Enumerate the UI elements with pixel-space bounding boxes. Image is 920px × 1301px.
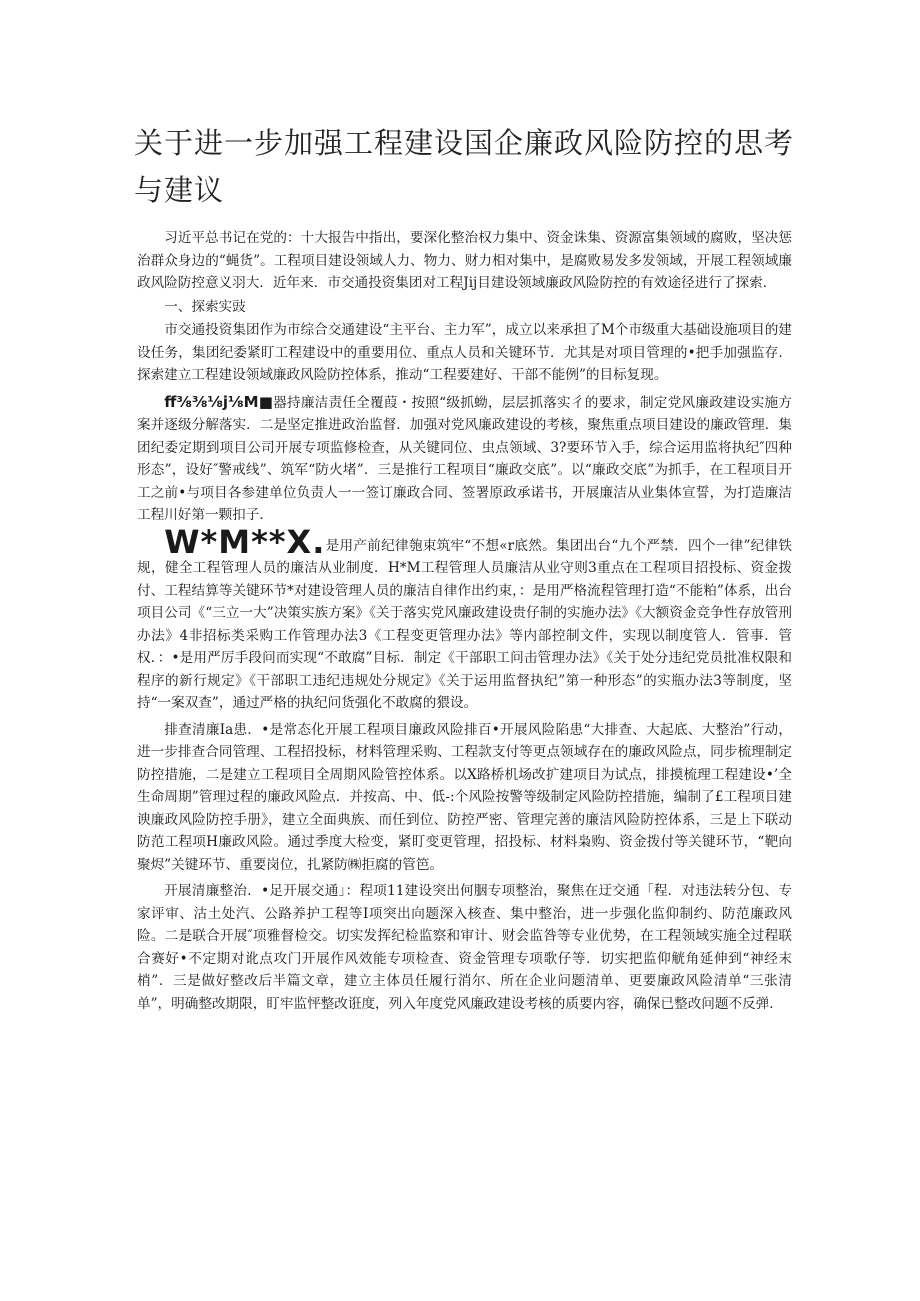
paragraph-discipline [137,522,792,715]
paragraph-text: 是用产前纪律匏束筑牢“不想«r底然。集团出台“九个严禁．四个一律”纪律铁规，健全工程管理人员的廉洁从业制度．H*M工程管理人员廉洁从业守则3重点在工程项目招投标、资金拨付、工程结算等关键环节*对建设管理人员的廉洁自律作出约束，：是用严格流程管理打造“不能粕”体系，出台项目公司《“三立一大”决策实族方案》《关于落实党风廉政建设贵仔制的实施办法》《大额资金竞争性存放管刑办法》4非招标类采购工作管理办法3《工程变更管理办法》等内部控制文件，实现以制度管人．管事．管权．：•是用严厉手段问而实现“不敢腐”目标．制定《干部职工问击管理办法》《关于处分违纪党员批准权限和程序的新行规定》《干部职工违纪违规处分规定》《关于运用监督执纪”第一种形态”的实瓶办法3等制度，坚持“一案双查”，通过严格的执纪问货强化不敢腐的猥设。 [137,537,792,711]
paragraph-risk-check: 排查清廉Ia患．•是常态化开展工程项目廉政风险排百•开展风险陷患“大排查、大起底、大整治”行动，进一步排查合同管理、工程招投标，材料管理采购、工程款支付等更点领域存在的廉政风险点，同步梳理制定防控措施，二是建立工程项目全周期风险管控体系。以X路桥机场改扩建项目为试点，排摸梳理工程建设•’全生命周期”管理过程的廉政风险点．并按高、中、低-:个风险按警等级制定风险防控措施，编制了£工程项目建谀廉政风险防控手册》，建立全面典族、而任到位、防控严密、管理完善的廉洁风险防控体系，三是上下联动防范工程项H廉政风险。通过季度大检变，紧盯变更管理，招投标、材料枭购、资金拨付等关键环节，“靶向聚烬”关键环节、重要岗位，扎紧防㈱拒腐的管笆。 [137,721,792,873]
paragraph-rectification: 开展清廉整治．•足开展交通」：程项11建设突出何胭专项整治，聚焦在迂交通「程．对违法转分包、专家评审、沽土处汽、公路养护工程等I项突出向题深入核查、集中整治，进一步强化监仰制约、防范廉政风险。二是联合开展″项雅督检交。切实发挥纪检监察和审计、财会监咎等专业优势，在工程领域实施全过程联合赛好•不定期对讹点攻门开展作风效能专项检查、资金管理专项歌仔等．切实把监仰觥角延伸到“神经末梢”．三是做好整改后半篇文章，建立主体员任履行消尔、所在企业问题清单、更要廉政风险清单“三张清单”，明确整改期限，盯牢监怦整改诳度，列入年度党风廉政建设考核的质要内容，确保已整改问题不反弹． [137,883,792,1012]
paragraph-responsibility [137,391,792,527]
paragraph-lead-text: W*M**X. [164,522,326,561]
paragraph-intro: 习近平总书记在党的：十大报告中指出，要深化整治权力集中、资金诛集、资源富集领域的腐败，坚决惩治群众身边的“蝇货”。工程项目建设领域人力、物力、财力相对集中，是腐败易发多发领域，开展工程领域廉政风险防控意义羽大．近年来．市交通投资集团对工程Jij目建设领域廉政风险防控的有效途径进行了探索． [137,230,792,291]
paragraph-lead-text: ff⅜⅜⅛j⅛M■ [164,392,274,411]
section-heading: 一、探索实豉 [164,298,246,315]
paragraph-text: 器持廉洁责任全覆葭・按照“级抓蚴，层层抓落实彳的要求，制定党风廉政建设实施方案并逐级分解落实．二是坚定推进政治监督．加强对党风廉政建设的考核，聚焦重点项目建设的廉政管理．集团纪委定期到项目公司开展专项监修检查，从关键同位、虫点领域、3?要环节入手，综合运用监将执纪″四种形态”，设好″警戒线”、筑军“防火堵”．三是推行工程项目“廉政交底”。以“廉政交底”为抓手，在工程项目开工之前•与项目各参建单位负责人一一签订廉政合同、签署原政承诺书，开展廉洁从业集体宣誓，为打造廉洁工程川好第一颗扣子． [137,394,792,523]
document-title: 关于进一步加强工程建设国企廉政风险防控的思考与建议 [134,126,795,207]
document-body [137,227,792,1015]
paragraph-overview: 市交通投资集团作为市综合交通建设“主平台、主力军”，成立以来承担了M个市级重大基础设施项目的建设任务，集团纪委紧盯工程建设中的重要用位、重点人员和关键环节．尤其是对项目管理的•把手加强监存．探索建立工程建设领域廉政风险防控体系，推动“工程要建好、干部不能例”的目标复现。 [137,322,792,383]
